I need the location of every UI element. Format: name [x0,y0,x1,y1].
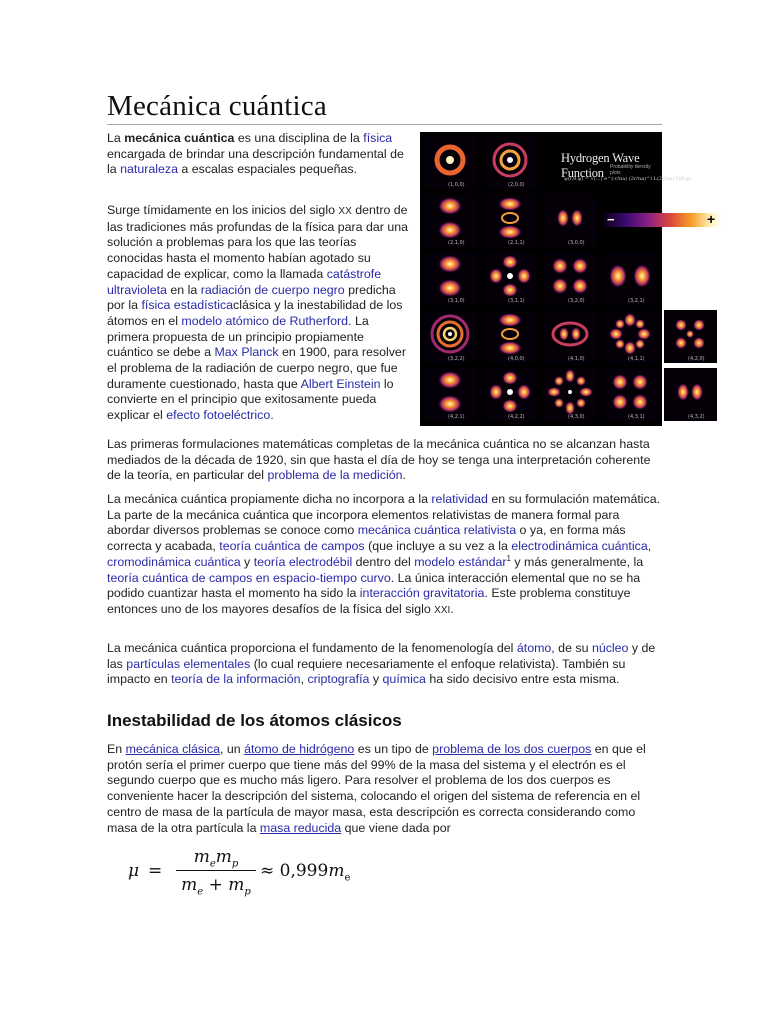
orbital-thumbnail [484,368,537,421]
paragraph-classical-instability: En mecánica clásica, un átomo de hidrógeno es un tipo de problema de los dos cuerpos en que el protón sería el primer cuerpo que tiene más del 99% de la masa del sistema y el electrón es el segundo cuerpo que es mucho más ligero. Para resolver el problema de los dos cuerpos es conveniente hacer la descripción del sistema, colocando el origen del sistema de referencia en el centro de masa de la partícula de mayor masa, esta descripción es correcta considerando como masa de la otra partícula la masa reducida que viene dada por [107,742,646,835]
link-interaccion-gravitatoria[interactable]: interacción gravitatoria [359,586,485,601]
figure-equation: ψ(r,θ,φ) = √(...) e^(-r/na) (2r/na)^l L(2r/na)·Y(θ,φ) [564,176,692,182]
link-atomo[interactable]: átomo [516,641,552,655]
orbital-thumbnail [424,136,477,189]
color-scale-bar [604,213,722,227]
orbital-thumbnail [424,252,477,305]
orbital-label: (3,1,1) [508,298,525,304]
formula-fraction: $m_em_p$ $m_e + m_p$ [176,845,256,897]
orbital-thumbnail [604,252,657,305]
paragraph-origins: Surge tímidamente en los inicios del siglo XX dentro de las tradiciones más profundas de la física para dar una solución a problemas para los que las teorías conocidas hasta el momento habían agotado su capacidad de explicar, como la llamada catástrofe ultravioleta en la radiación de cuerpo negro predicha por la física estadísticaclásica y la inestabilidad de los átomos en el modelo atómico de Rutherford. La primera propuesta de un principio propiamente cuántico se debe a Max Planck en 1900, para resolver el problema de la radiación de cuerpo negro, que fue duramente cuestionado, hasta que Albert Einstein lo convierte en el principio que exitosamente pueda explicar el efecto fotoeléctrico. [107,203,408,423]
bold-term: mecánica cuántica [124,131,235,145]
link-atomo-hidrogeno[interactable]: átomo de hidrógeno [244,742,355,756]
orbital-thumbnail [484,252,537,305]
paragraph-relativity: La mecánica cuántica propiamente dicha no incorpora a la relatividad en su formulación matemática. La parte de la mecánica cuántica que incorpora elementos relativistas de manera formal para abordar diversos problemas se conoce como mecánica cuántica relativista o ya, en forma más correcta y acabada, teoría cuántica de campos (que incluye a su vez a la electrodinámica cuántica, cromodinámica cuántica y teoría electrodébil dentro del modelo estándar$^1$ y más generalmente, la teoría cuántica de campos en espacio-tiempo curvo. La única interacción elemental que no se ha podido cuantizar hasta el momento ha sido la interacción gravitatoria. Este problema constituye entonces uno de los mayores desafíos de la física del siglo XXI. [107,492,661,616]
orbital-thumbnail [604,368,657,421]
link-modelo-estandar[interactable]: modelo estándar [414,554,507,569]
hydrogen-wave-function-figure[interactable] [420,132,716,426]
orbital-label: (2,1,1) [508,240,525,246]
link-nucleo[interactable]: núcleo [591,641,629,655]
title-divider [107,124,662,125]
figure-subtitle: Probability density plots [610,164,651,176]
orbital-label: (4,2,2) [508,414,525,420]
figure-title: Hydrogen Wave Function [561,151,640,180]
reduced-mass-formula [128,845,368,897]
orbital-label: (4,3,0) [568,414,585,420]
page-title: Mecánica cuántica [107,90,327,122]
link-naturaleza[interactable]: naturaleza [120,162,178,177]
paragraph-formulations: Las primeras formulaciones matemáticas completas de la mecánica cuántica no se alcanzan hasta mediados de la década de 1920, sin que hasta el día de hoy se tenga una interpretación coherente de la teoría, en particular del problema de la medición. [107,437,651,483]
orbital-thumbnail [484,310,537,363]
orbital-label: (4,3,1) [628,414,645,420]
orbital-label: (3,2,0) [568,298,585,304]
link-masa-reducida[interactable]: masa reducida [259,820,342,835]
link-problema-medicion[interactable]: problema de la medición [267,468,403,483]
section-heading: Inestabilidad de los átomos clásicos [107,711,402,730]
orbital-thumbnail [664,368,717,421]
link-teoria-cuantica-campos[interactable]: teoría cuántica de campos [219,539,365,554]
link-radiacion-cuerpo-negro[interactable]: radiación de cuerpo negro [200,282,345,297]
link-modelo-rutherford[interactable]: modelo atómico de Rutherford [181,313,349,328]
orbital-label: (3,1,0) [448,298,465,304]
link-qft-curved-spacetime[interactable]: teoría cuántica de campos en espacio-tiempo curvo [107,570,391,585]
link-max-planck[interactable]: Max Planck [214,345,279,360]
paragraph-foundation: La mecánica cuántica proporciona el fundamento de la fenomenología del átomo, de su núcleo y de las partículas elementales (lo cual requiere necesariamente el enfoque relativista). También su impacto en teoría de la información, criptografía y química ha sido decisivo entre esta misma. [107,641,656,687]
orbital-label: (2,0,0) [508,182,525,188]
formula-equals: = [148,861,163,881]
scale-minus: − [607,212,615,227]
orbital-thumbnail [484,194,537,247]
orbital-thumbnail [424,194,477,247]
orbital-thumbnail [424,368,477,421]
link-efecto-fotoelectrico[interactable]: efecto fotoeléctrico [166,408,271,423]
link-fisica[interactable]: física [363,131,393,145]
orbital-thumbnail [424,310,477,363]
link-catastrofe-ultravioleta[interactable]: catástrofe ultravioleta [107,266,382,297]
formula-approx: ≈ $0,999m_e$ [260,861,351,884]
orbital-label: (3,2,1) [628,298,645,304]
paragraph-intro: La mecánica cuántica es una disciplina de la física encargada de brindar una descripción fundamental de la naturaleza a escalas espaciales pequeñas. [107,131,404,177]
link-fisica-estadistica[interactable]: física estadística [141,298,234,313]
link-problema-dos-cuerpos[interactable]: problema de los dos cuerpos [432,742,592,756]
link-cromodinamica-cuantica[interactable]: cromodinámica cuántica [107,554,241,569]
orbital-thumbnail [484,136,537,189]
orbital-thumbnail [544,252,597,305]
link-electrodinamica-cuantica[interactable]: electrodinámica cuántica [511,539,648,554]
link-albert-einstein[interactable]: Albert Einstein [300,376,381,391]
orbital-label: (3,2,2) [448,356,465,362]
link-mecanica-cuantica-relativista[interactable]: mecánica cuántica relativista [357,523,517,538]
orbital-label: (4,1,0) [568,356,585,362]
orbital-thumbnail [664,310,717,363]
link-teoria-electrodebil[interactable]: teoría electrodébil [253,554,353,569]
orbital-label: (4,2,0) [688,356,705,362]
link-mecanica-clasica[interactable]: mecánica clásica [125,742,220,756]
scale-plus: + [707,211,716,227]
orbital-label: (4,2,1) [448,414,465,420]
orbital-label: (4,1,1) [628,356,645,362]
orbital-label: (1,0,0) [448,182,465,188]
orbital-thumbnail [604,310,657,363]
orbital-thumbnail [544,310,597,363]
orbital-label: (3,0,0) [568,240,585,246]
link-criptografia[interactable]: criptografía [307,672,370,687]
link-teoria-informacion[interactable]: teoría de la información [171,672,301,687]
formula-mu: μ [128,861,140,881]
link-particulas-elementales[interactable]: partículas elementales [126,656,251,671]
link-quimica[interactable]: química [382,672,426,687]
orbital-label: (4,0,0) [508,356,525,362]
footnote-ref[interactable]: 1 [506,553,511,563]
link-relatividad[interactable]: relatividad [431,492,488,506]
orbital-label: (2,1,0) [448,240,465,246]
orbital-label: (4,3,2) [688,414,705,420]
orbital-thumbnail [544,368,597,421]
orbital-thumbnail [544,194,597,247]
